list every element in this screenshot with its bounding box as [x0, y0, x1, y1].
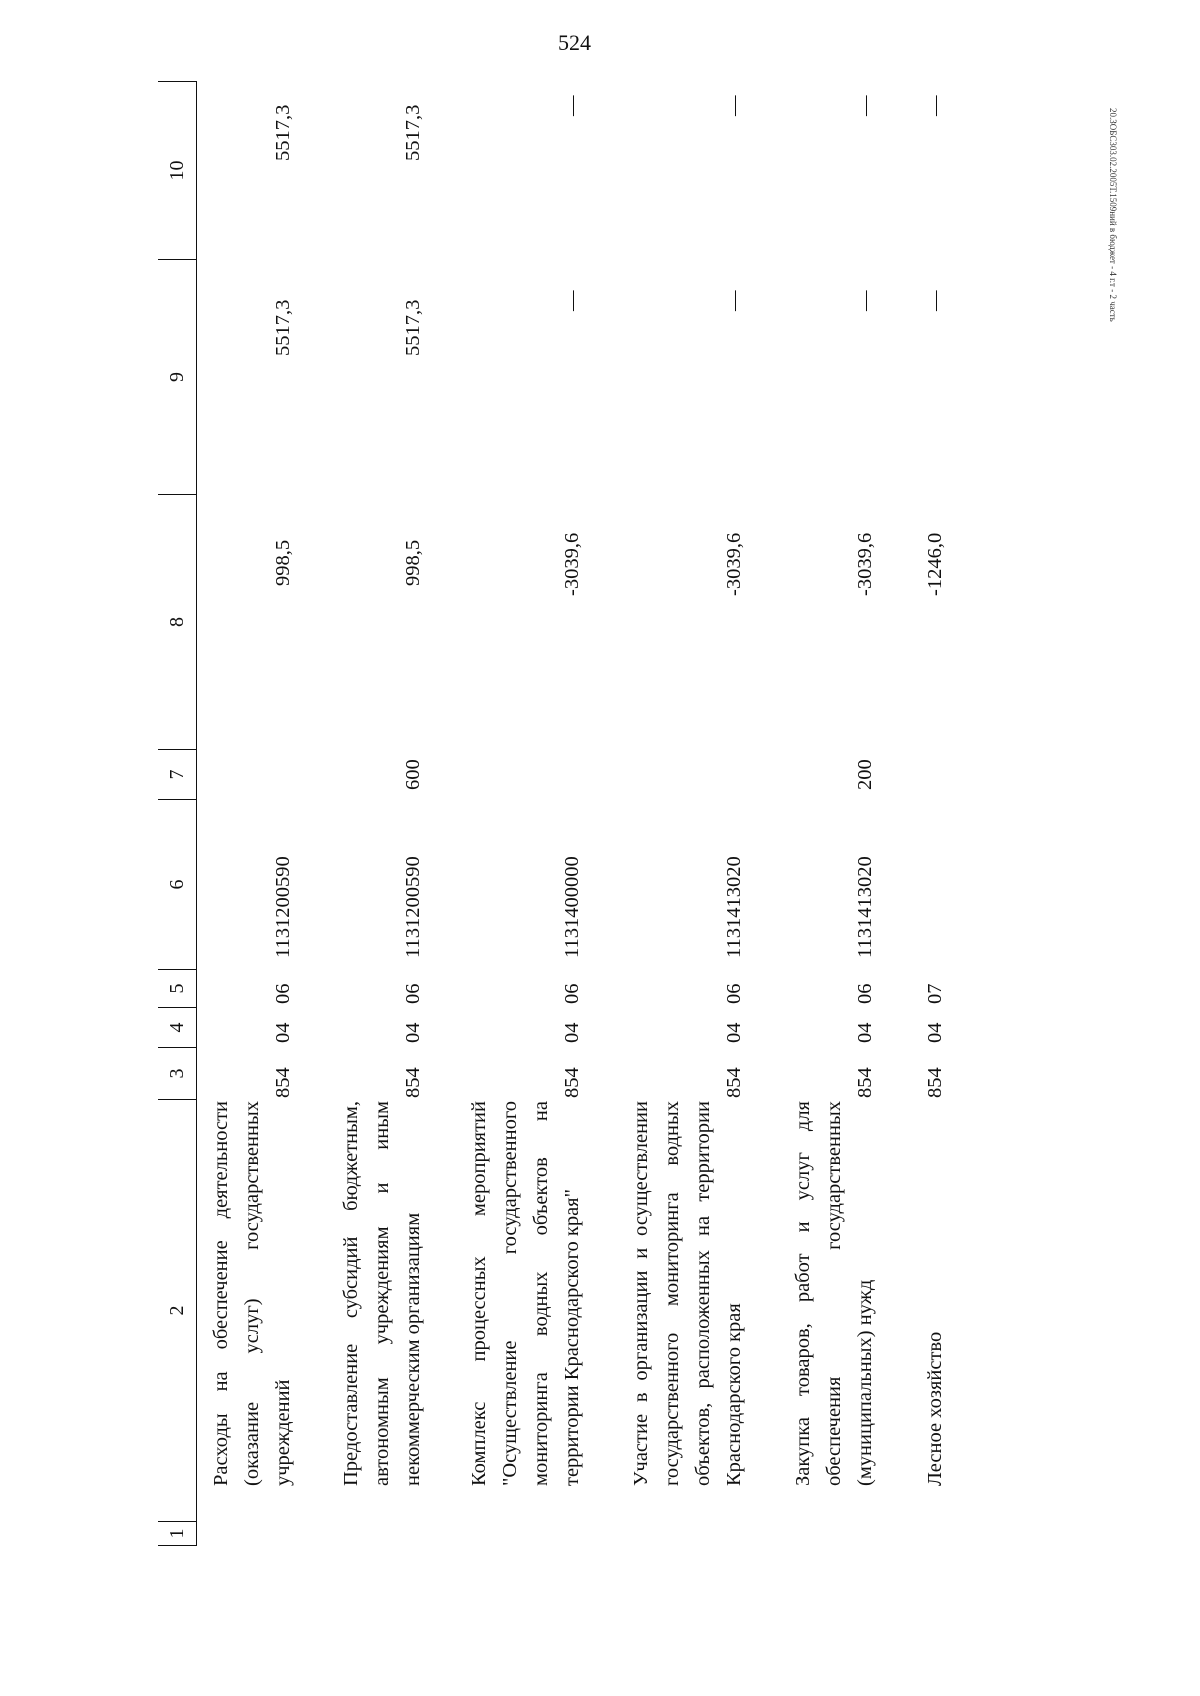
row-code-6: 1131200590	[272, 856, 294, 958]
row-code-6: 1131413020	[723, 856, 745, 958]
row-code-5: 06	[561, 983, 583, 1004]
row-value-10: 5517,3	[272, 104, 294, 161]
table-row	[626, 81, 756, 1546]
rotated-table	[158, 81, 1063, 1546]
row-code-3: 854	[854, 1067, 876, 1098]
row-code-5: 06	[854, 983, 876, 1004]
row-value-10: 5517,3	[402, 104, 424, 161]
row-value-9: —	[854, 290, 876, 311]
header-col-4: 4	[158, 1008, 196, 1048]
row-description: Комплекс процессных мероприятий "Осуществление государственного мониторинга водных объектов на территории Краснодарского края"	[468, 1101, 583, 1486]
row-description: Лесное хозяйство	[924, 1331, 946, 1486]
page-number: 524	[558, 30, 591, 55]
row-code-7: 200	[854, 759, 876, 790]
row-value-10: —	[561, 95, 583, 116]
table-row	[788, 81, 883, 1546]
row-code-5: 06	[272, 983, 294, 1004]
row-code-7: 600	[402, 759, 424, 790]
header-col-1: 1	[158, 1522, 196, 1546]
row-code-6: 1131200590	[402, 856, 424, 958]
header-col-6: 6	[158, 800, 196, 970]
row-code-4: 04	[723, 1022, 745, 1043]
header-col-7: 7	[158, 750, 196, 800]
row-code-3: 854	[924, 1067, 946, 1098]
row-code-6: 1131413020	[854, 856, 876, 958]
table-row	[206, 81, 301, 1546]
row-value-10: —	[723, 95, 745, 116]
row-value-8: 998,5	[272, 539, 294, 586]
row-description: Участие в организации и осуществлении государственного мониторинга водных объектов, расположенных на территории Краснодарского края	[630, 1101, 745, 1486]
row-code-4: 04	[561, 1022, 583, 1043]
row-code-3: 854	[402, 1067, 424, 1098]
row-description: Расходы на обеспечение деятельности (оказание услуг) государственных учреждений	[210, 1101, 294, 1486]
row-code-3: 854	[272, 1067, 294, 1098]
row-description: Закупка товаров, работ и услуг для обеспечения государственных (муниципальных) нужд	[792, 1101, 876, 1486]
row-value-8: -3039,6	[723, 532, 745, 596]
table-header	[158, 81, 197, 1546]
row-code-5: 06	[402, 983, 424, 1004]
row-value-9: 5517,3	[402, 299, 424, 356]
row-code-4: 04	[402, 1022, 424, 1043]
row-value-9: 5517,3	[272, 299, 294, 356]
row-code-6: 1131400000	[561, 856, 583, 958]
row-code-3: 854	[561, 1067, 583, 1098]
header-col-3: 3	[158, 1048, 196, 1100]
header-col-9: 9	[158, 260, 196, 495]
row-code-5: 06	[723, 983, 745, 1004]
footer-code: 20.ЗОБС303.02.2005Т.1509ний в бюджет - 4 г.т - 2 часть	[1108, 108, 1118, 322]
header-col-2: 2	[158, 1100, 196, 1522]
row-value-9: —	[924, 290, 946, 311]
row-value-8: 998,5	[402, 539, 424, 586]
row-code-4: 04	[272, 1022, 294, 1043]
row-description: Предоставление субсидий бюджетным, автономным учреждениям и иным некоммерческим организациям	[340, 1101, 424, 1486]
row-value-8: -3039,6	[561, 532, 583, 596]
row-code-5: 07	[924, 983, 946, 1004]
row-code-4: 04	[924, 1022, 946, 1043]
header-col-5: 5	[158, 970, 196, 1008]
table-row	[920, 81, 960, 1546]
row-value-8: -1246,0	[924, 532, 946, 596]
header-col-10: 10	[158, 81, 196, 260]
row-value-9: —	[723, 290, 745, 311]
row-value-10: —	[854, 95, 876, 116]
header-col-8: 8	[158, 495, 196, 750]
row-value-10: —	[924, 95, 946, 116]
table-row	[336, 81, 431, 1546]
row-value-8: -3039,6	[854, 532, 876, 596]
row-code-4: 04	[854, 1022, 876, 1043]
row-value-9: —	[561, 290, 583, 311]
table-row	[464, 81, 594, 1546]
row-code-3: 854	[723, 1067, 745, 1098]
